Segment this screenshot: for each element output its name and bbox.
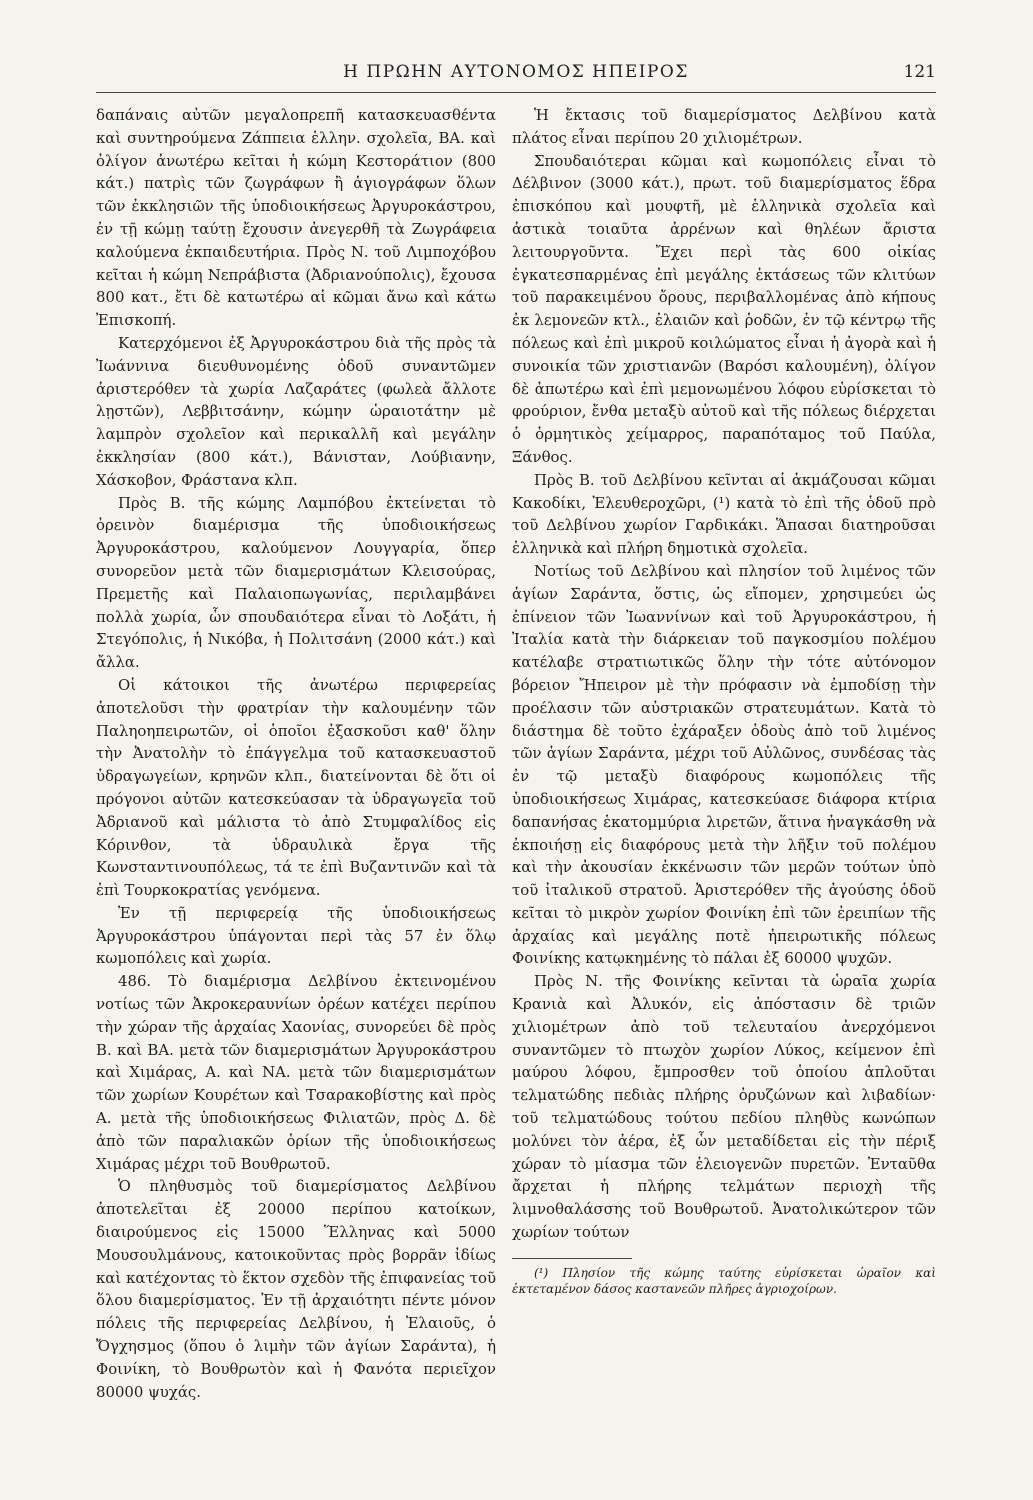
paragraph: Ἡ ἔκτασις τοῦ διαμερίσματος Δελβίνου κατὰ πλάτος εἶναι περίπου 20 χιλιομέτρων.: [512, 106, 936, 147]
paragraph: δαπάναις αὐτῶν μεγαλοπρεπῆ κατασκευασθέντα καὶ συντηρούμενα Ζάππεια ἑλλην. σχολεῖα, ΒΑ. καὶ ὀλίγον ἀνωτέρω κεῖται ἡ κώμη Κεστοράτιον (800 κάτ.) πατρὶς τῶν ζωγράφων ἢ ἁγιογράφων ὅλων τῶν ἐκκλησιῶν τῆς ὑποδιοικήσεως Ἀργυροκάστρου, ἐν τῇ κώμῃ ταύτῃ ἔχουσιν ἀνεγερθῆ τὰ Ζωγράφεια καλούμενα ἐκπαιδευτήρια. Πρὸς Ν. τοῦ Λιμποχόβου κεῖται ἡ κώμη Νεπράβιστα (Ἀδριανούπολις), ἔχουσα 800 κατ., ἔτι δὲ κατωτέρω αἱ κῶμαι ἄνω καὶ κάτω Ἐπισκοπή.: [96, 106, 496, 330]
paragraph: Ἐν τῇ περιφερείᾳ τῆς ὑποδιοικήσεως Ἀργυροκάστρου ὑπάγονται περὶ τὰς 57 ἐν ὅλῳ κωμοπόλεις καὶ χωρία.: [96, 903, 496, 968]
paragraph: Ὁ πληθυσμὸς τοῦ διαμερίσματος Δελβίνου ἀποτελεῖται ἐξ 20000 περίπου κατοίκων, διαιρούμενος εἰς 15000 Ἕλληνας καὶ 5000 Μουσουλμάνους, κατοικοῦντας πρὸς βορρᾶν ἰδίως καὶ κατέχοντας τὸ ἕκτον σχεδὸν τῆς ἐπιφανείας τοῦ ὅλου διαμερίσματος. Ἐν τῇ ἀρχαιότητι πέντε μόνον πόλεις τῆς περιφερείας Δελβίνου, ἡ Ἐλαιοῦς, ὁ Ὄγχησμος (ὅπου ὁ λιμὴν τῶν ἁγίων Σαράντα), ἡ Φοινίκη, τὸ Βουθρωτὸν καὶ ἡ Φανότα περιεῖχον 80000 ψυχάς.: [96, 1177, 496, 1401]
header-rule: [96, 92, 936, 93]
footnote-rule: [512, 1258, 632, 1259]
page-header: [96, 62, 936, 90]
footnote: (¹) Πλησίον τῆς κώμης ταύτης εὑρίσκεται ὡραῖον καὶ ἐκτεταμένον δάσος καστανεῶν πλῆρες ἀγριοχοίρων.: [512, 1265, 936, 1296]
left-column: [96, 104, 496, 1403]
paragraph: Νοτίως τοῦ Δελβίνου καὶ πλησίον τοῦ λιμένος τῶν ἁγίων Σαράντα, ὅστις, ὡς εἴπομεν, χρησιμεύει ὡς ἐπίνειον τῶν Ἰωαννίνων καὶ τοῦ Ἀργυροκάστρου, ἡ Ἰταλία κατὰ τὴν διάρκειαν τοῦ παγκοσμίου πολέμου κατέλαβε στρατιωτικῶς ὅλην τὴν τότε αὐτόνομον βόρειον Ἤπειρον μὲ τὴν πρόφασιν νὰ ἐμποδίσῃ τὴν προέλασιν τῶν αὐστριακῶν στρατευμάτων. Κατὰ τὸ διάστημα δὲ τοῦτο ἐχάραξεν ὁδοὺς ἀπὸ τοῦ λιμένος τῶν ἁγίων Σαράντα, μέχρι τοῦ Αὐλῶνος, συνδέσας τὰς ἐν τῷ μεταξὺ διαφόρους κωμοπόλεις τῆς ὑποδιοικήσεως Χιμάρας, κατεσκεύασε διάφορα κτίρια δαπανήσας ἑκατομμύρια λιρετῶν, ἅτινα ἠναγκάσθη νὰ ἐκποιήσῃ εἰς διαφόρους μετὰ τὴν λῆξιν τοῦ πολέμου καὶ τὴν ἀκουσίαν ἐκκένωσιν τῶν μερῶν τούτων ὑπὸ τοῦ ἰταλικοῦ στρατοῦ. Ἀριστερόθεν τῆς ἀγούσης ὁδοῦ κεῖται τὸ μικρὸν χωρίον Φοινίκη ἐπὶ τῶν ἐρειπίων τῆς ἀρχαίας καὶ μεγάλης ποτὲ ἠπειρωτικῆς πόλεως Φοινίκης κατῳκημένης τὸ πάλαι ἐξ 60000 ψυχῶν.: [512, 561, 936, 968]
page-number: 121: [903, 62, 936, 82]
right-column: [512, 104, 936, 1297]
paragraph: Πρὸς Β. τοῦ Δελβίνου κεῖνται αἱ ἀκμάζουσαι κῶμαι Κακοδίκι, Ἐλευθεροχῶρι, (¹) κατὰ τὸ ἐπὶ τῆς ὁδοῦ πρὸ τοῦ Δελβίνου χωρίον Γαρδικάκι. Ἅπασαι διατηροῦσαι ἑλληνικὰ καὶ πλήρη δημοτικὰ σχολεῖα.: [512, 470, 936, 558]
paragraph: Πρὸς Ν. τῆς Φοινίκης κεῖνται τὰ ὡραῖα χωρία Κρανιὰ καὶ Ἀλυκόν, εἰς ἀπόστασιν δὲ τριῶν χιλιομέτρων ἀπὸ τοῦ τελευταίου ἀνερχόμενοι συναντῶμεν τὸ πτωχὸν χωρίον Λύκος, κείμενον ἐπὶ μαύρου λόφου, ἔμπροσθεν τοῦ ὁποίου ἁπλοῦται τελματώδης πεδιὰς πλήρης ὀρυζώνων καὶ λιβαδίων· τοῦ τελματώδους τούτου πεδίου πληθὺς κωνώπων μολύνει τὸν ἀέρα, ἐξ ὧν μεταδίδεται εἰς τὴν πέριξ χώραν τὸ μίασμα τῶν ἑλειογενῶν πυρετῶν. Ἐνταῦθα ἄρχεται ἡ πλήρης τελμάτων περιοχὴ τῆς λιμνοθαλάσσης τοῦ Βουθρωτοῦ. Ἀνατολικώτερον τῶν χωρίων τούτων: [512, 972, 936, 1242]
paragraph: Οἱ κάτοικοι τῆς ἀνωτέρω περιφερείας ἀποτελοῦσι τὴν φρατρίαν τὴν καλουμένην τῶν Παληοηπειρωτῶν, οἱ ὁποῖοι ἐξασκοῦσι καθ' ὅλην τὴν Ἀνατολὴν τὸ ἐπάγγελμα τοῦ κατασκευαστοῦ ὑδραγωγείων, κρηνῶν κλπ., διατείνονται δὲ ὅτι οἱ πρόγονοι αὐτῶν κατεσκεύασαν τὰ ὑδραγωγεῖα τοῦ Ἀδριανοῦ καὶ μάλιστα τὸ ἀπὸ Στυμφαλίδος εἰς Κόρινθον, τὰ ὑδραυλικὰ ἔργα τῆς Κωνσταντινουπόλεως, τά τε ἐπὶ Βυζαντινῶν καὶ τὰ ἐπὶ Τουρκοκρατίας γενόμενα.: [96, 675, 496, 900]
section-paragraph: 486. Τὸ διαμέρισμα Δελβίνου ἐκτεινομένου νοτίως τῶν Ἀκροκεραυνίων ὀρέων κατέχει περίπου τὴν χώραν τῆς ἀρχαίας Χαονίας, συνορεύει δὲ πρὸς Β. καὶ ΒΑ. μετὰ τῶν διαμερισμάτων Ἀργυροκάστρου καὶ Χιμάρας, Α. καὶ ΝΑ. μετὰ τῶν διαμερισμάτων τῶν χωρίων Κουρέτων καὶ Τσαρακοβίστης καὶ πρὸς Α. μετὰ τῆς ὑποδιοικήσεως Φιλιατῶν, πρὸς Δ. δὲ ἀπὸ τῶν παραλιακῶν ὁρίων τῆς ὑποδιοικήσεως Χιμάρας μέχρι τοῦ Βουθρωτοῦ.: [96, 972, 496, 1173]
paragraph: Κατερχόμενοι ἐξ Ἀργυροκάστρου διὰ τῆς πρὸς τὰ Ἰωάννινα διευθυνομένης ὁδοῦ συναντῶμεν ἀριστερόθεν τὰ χωρία Λαζαράτες (φωλεὰ ἄλλοτε λῃστῶν), Λεββιτσάνην, κώμην ὡραιοτάτην μὲ λαμπρὸν σχολεῖον καὶ περικαλλῆ καὶ μεγάλην ἐκκλησίαν (800 κάτ.), Βάνισταν, Λούβιανην, Χάσκοβον, Φράστανα κλπ.: [96, 333, 496, 489]
running-title: Η ΠΡΩΗΝ ΑΥΤΟΝΟΜΟΣ ΗΠΕΙΡΟΣ: [343, 62, 689, 82]
paragraph: Σπουδαιότεραι κῶμαι καὶ κωμοπόλεις εἶναι τὸ Δέλβινον (3000 κάτ.), πρωτ. τοῦ διαμερίσματος ἕδρα ἐπισκόπου καὶ μουφτῆ, μὲ ἑλληνικὰ σχολεῖα καὶ ἀστικὰ τοιαῦτα ἀρρένων καὶ θηλέων ἄριστα λειτουργοῦντα. Ἔχει περὶ τὰς 600 οἰκίας ἐγκατεσπαρμένας ἐπὶ μεγάλης ἐκτάσεως τῶν κλιτύων τοῦ παρακειμένου ὄρους, περιβαλλομένας ἀπὸ κήπους ἐκ λεμονεῶν κτλ., ἐλαιῶν καὶ ῥοδῶν, ἐν τῷ κέντρῳ τῆς πόλεως καὶ ἐπὶ μικροῦ κοιλώματος εἶναι ἡ ἀγορὰ καὶ ἡ συνοικία τῶν χριστιανῶν (Βαρόσι καλουμένη), ὀλίγον δὲ ἀπωτέρω καὶ ἐπὶ μεμονωμένου λόφου εὑρίσκεται τὸ φρούριον, ἔνθα μεταξὺ αὐτοῦ καὶ τῆς πόλεως διέρχεται ὁ ὁρμητικὸς χείμαρρος, παραπόταμος τοῦ Παύλα, Ξάνθος.: [512, 151, 936, 466]
paragraph: Πρὸς Β. τῆς κώμης Λαμπόβου ἐκτείνεται τὸ ὀρεινὸν διαμέρισμα τῆς ὑποδιοικήσεως Ἀργυροκάστρου, καλούμενον Λουγγαρία, ὅπερ συνορεῦον μετὰ τῶν διαμερισμάτων Κλεισούρας, Πρεμετῆς καὶ Παλαιοπωγωνίας, περιλαμβάνει πολλὰ χωρία, ὧν σπουδαιότερα εἶναι τὸ Λοξάτι, ἡ Στεγόπολις, ἡ Νικόβα, ἡ Πολιτσάνη (2000 κάτ.) καὶ ἄλλα.: [96, 493, 496, 672]
